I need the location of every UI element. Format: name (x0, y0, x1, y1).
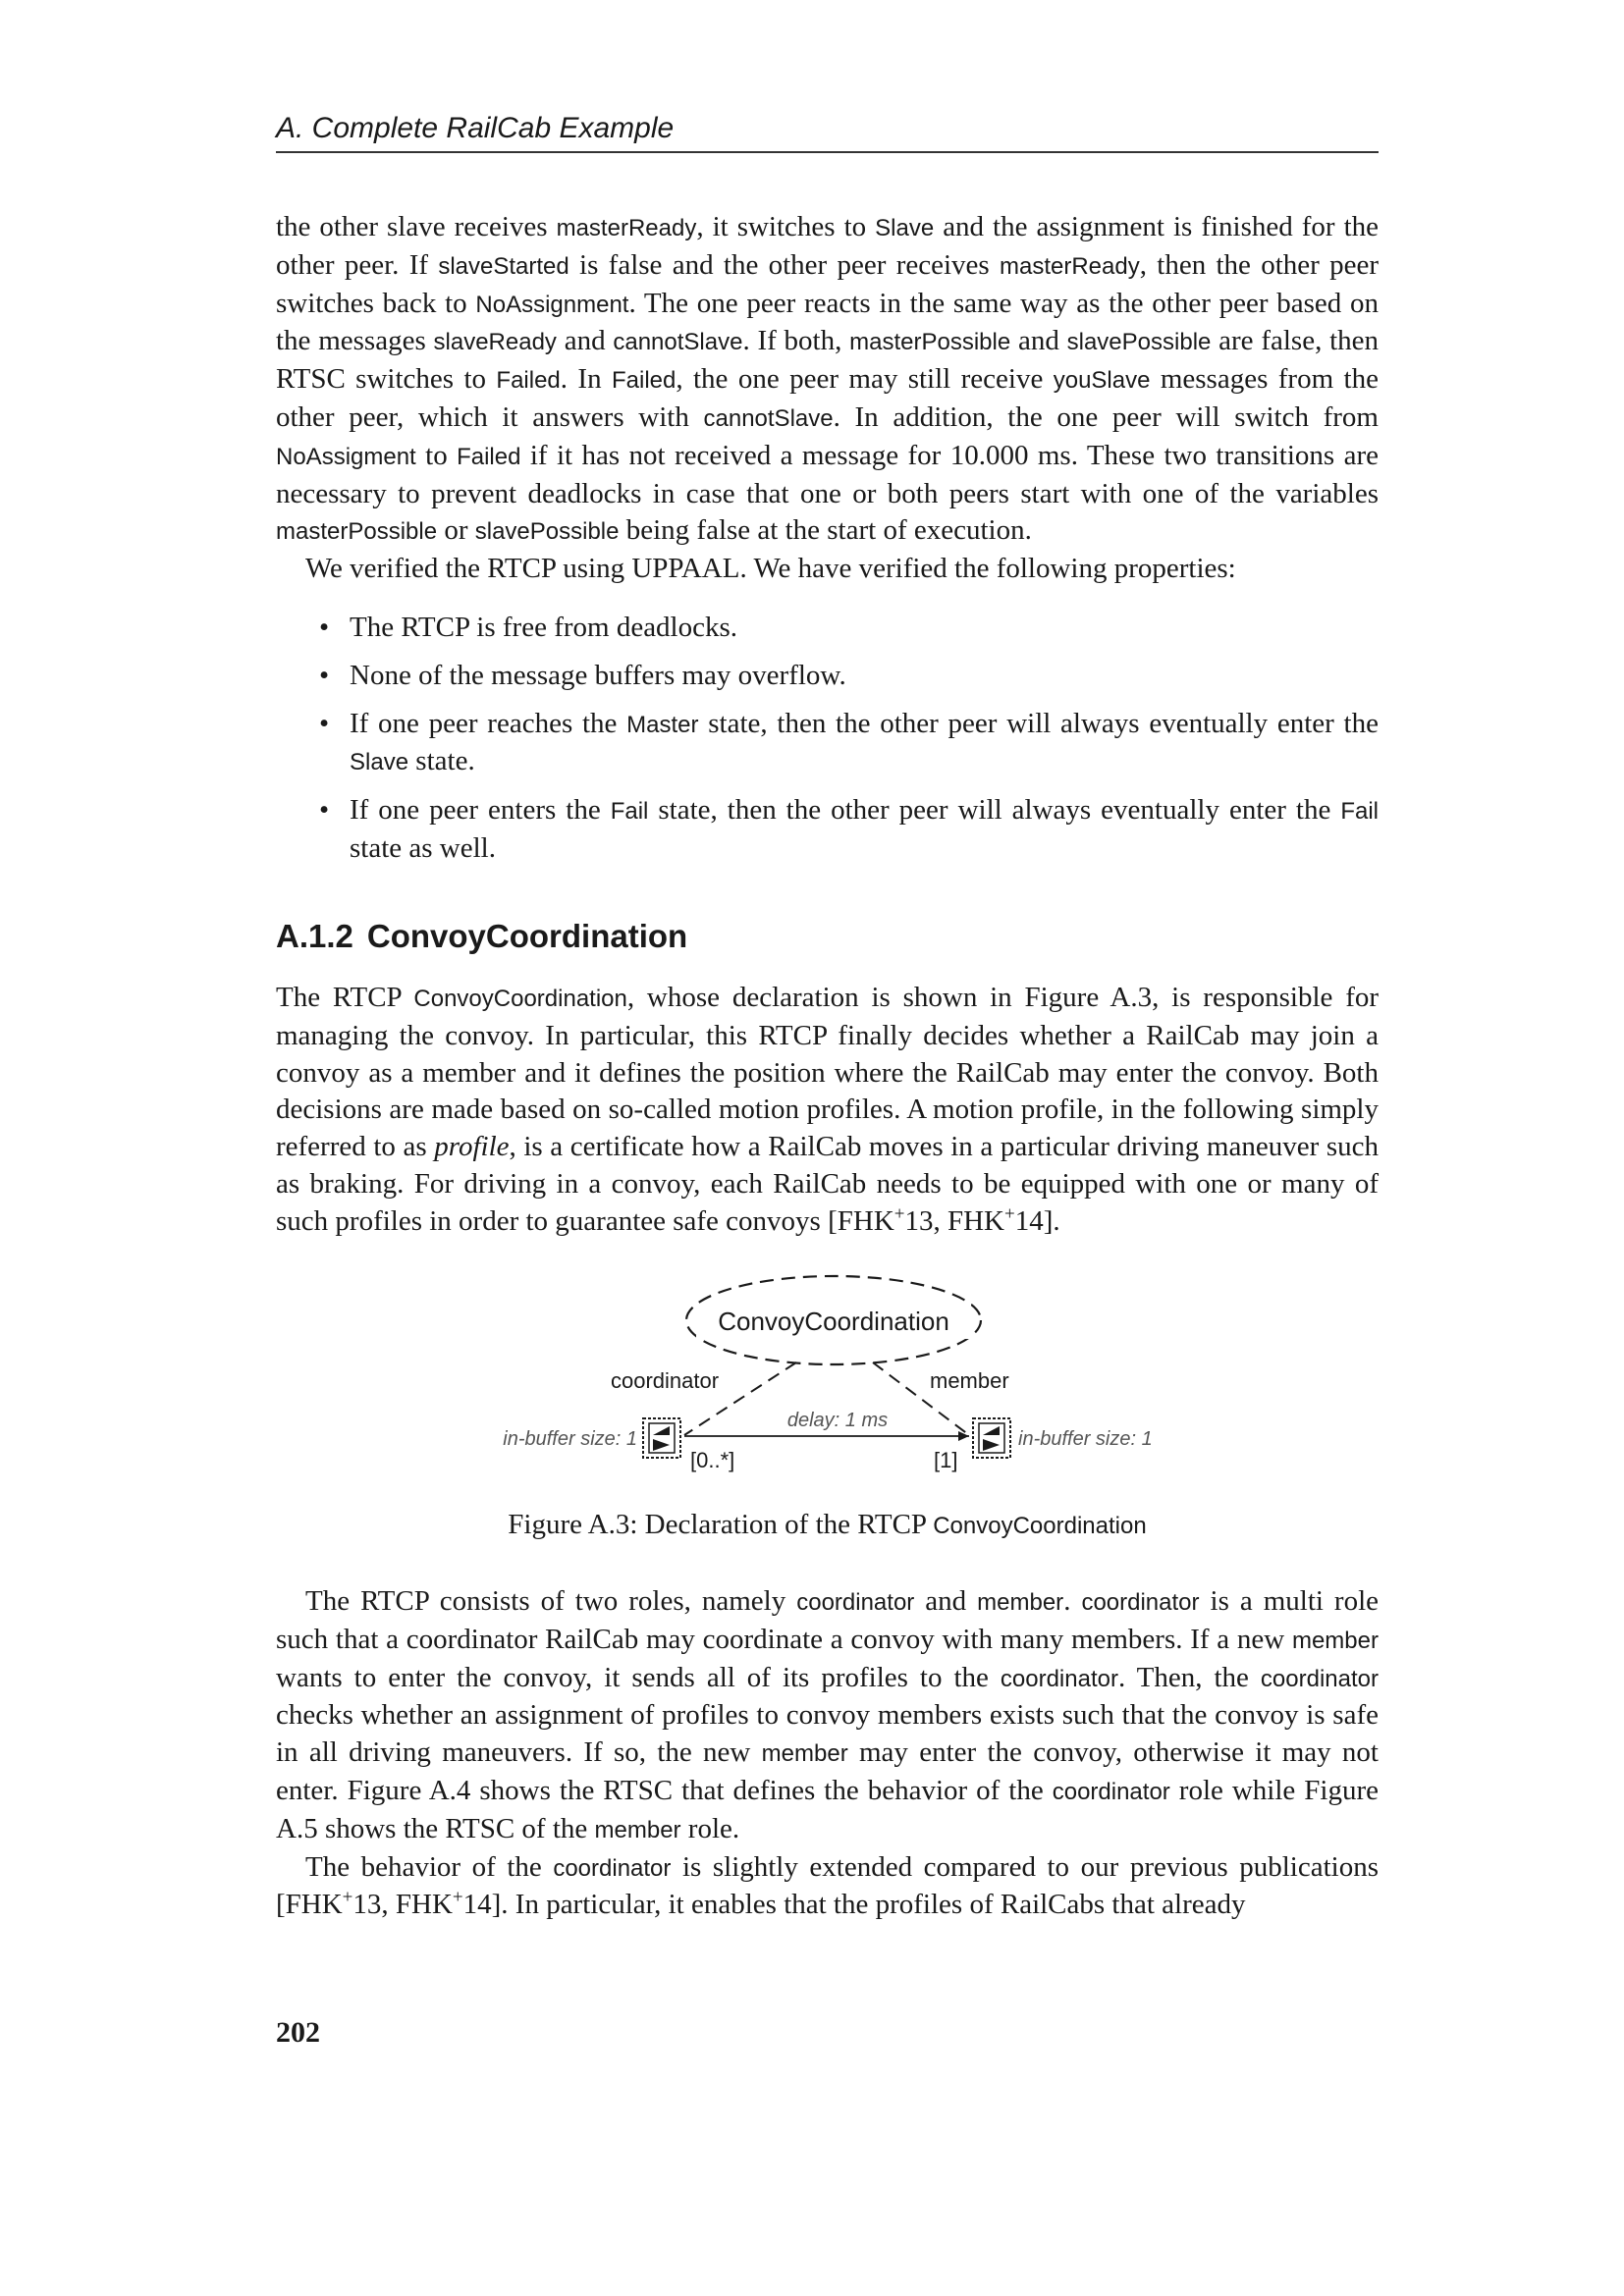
connector-arrowhead-icon (958, 1431, 969, 1441)
right-buffer-label: in-buffer size: 1 (1018, 1428, 1153, 1450)
section-heading (276, 918, 687, 955)
verified-properties-list (276, 610, 1379, 868)
protocol-name-label: ConvoyCoordination (718, 1307, 949, 1336)
list-item: • None of the message buffers may overflow. (276, 658, 1379, 695)
member-port-icon (973, 1418, 1010, 1458)
list-item: • If one peer reaches the Master state, then the other peer will always eventually enter the Slave state. (276, 706, 1379, 782)
paragraph-roles: The RTCP consists of two roles, namely coordinator and member. coordinator is a multi role such that a coordinator RailCab may coordinate a convoy with many members. If a new member wants to enter the convoy, it sends all of its profiles to the coordinator. Then, the coordinator checks whether an assignment of profiles to convoy members exists such that the convoy is safe in all driving maneuvers. If so, the new member may enter the convoy, otherwise it may not enter. Figure A.4 shows the RTSC that defines the behavior of the coordinator role while Figure A.5 shows the RTSC of the member role. (276, 1585, 1380, 1844)
figure-caption: Figure A.3: Declaration of the RTCP ConvoyCoordination (508, 1509, 1147, 1540)
right-cardinality-label: [1] (934, 1448, 958, 1472)
coordinator-port-icon (643, 1418, 680, 1458)
rtcp-declaration-diagram (472, 1266, 1199, 1492)
body-text-top (276, 209, 1379, 879)
connector-delay-label: delay: 1 ms (786, 1410, 889, 1431)
paragraph-rtsc-description: the other slave receives masterReady, it switches to Slave and the assignment is finished for the other peer. If slaveStarted is false and the other peer receives masterReady, then the other peer switches back to NoAssignment. The one peer reacts in the same way as the other peer based on the messages slaveReady and cannotSlave. If both, masterPossible and slavePossible are false, then RTSC switches to Failed. In Failed, the one peer may still receive youSlave messages from the other peer, which it answers with cannotSlave. In addition, the one peer will switch from NoAssigment to Failed if it has not received a message for 10.000 ms. These two transitions are necessary to prevent deadlocks in case that one or both peers start with one of the variables masterPossible or slavePossible being false at the start of execution. (276, 211, 1380, 547)
left-buffer-label: in-buffer size: 1 (503, 1428, 637, 1450)
body-text-bottom (276, 1583, 1379, 1924)
paragraph-behavior: The behavior of the coordinator is slightly extended compared to our previous publications [FHK+13, FHK+14]. In particular, it enables that the profiles of RailCabs that already (276, 1850, 1379, 1921)
list-item: • The RTCP is free from deadlocks. (276, 610, 1379, 647)
running-header: A. Complete RailCab Example (276, 112, 1379, 153)
list-item: • If one peer enters the Fail state, then the other peer will always eventually enter the Fail state as well. (276, 792, 1379, 868)
page-number: 202 (276, 2016, 320, 2049)
member-role-label: member (930, 1368, 1009, 1393)
coordinator-role-label: coordinator (611, 1368, 720, 1393)
left-cardinality-label: [0..*] (690, 1448, 735, 1472)
section-title-text: ConvoyCoordination (366, 918, 688, 954)
paragraph-verification: We verified the RTCP using UPPAAL. We have verified the following properties: (305, 553, 1236, 585)
paragraph-convoy-intro: The RTCP ConvoyCoordination, whose declaration is shown in Figure A.3, is responsible for managing the convoy. In particular, this RTCP finally decides whether a RailCab may join a convoy as a member and it defines the position where the RailCab may enter the convoy. Both decisions are made based on so-called motion profiles. A motion profile, in the following simply referred to as profile, is a certificate how a RailCab moves in a particular driving maneuver such as braking. For driving in a convoy, each RailCab needs to be equipped with one or many of such profiles in order to guarantee safe convoys [FHK+13, FHK+14]. (276, 982, 1380, 1237)
section-number: A.1.2 (276, 918, 353, 954)
